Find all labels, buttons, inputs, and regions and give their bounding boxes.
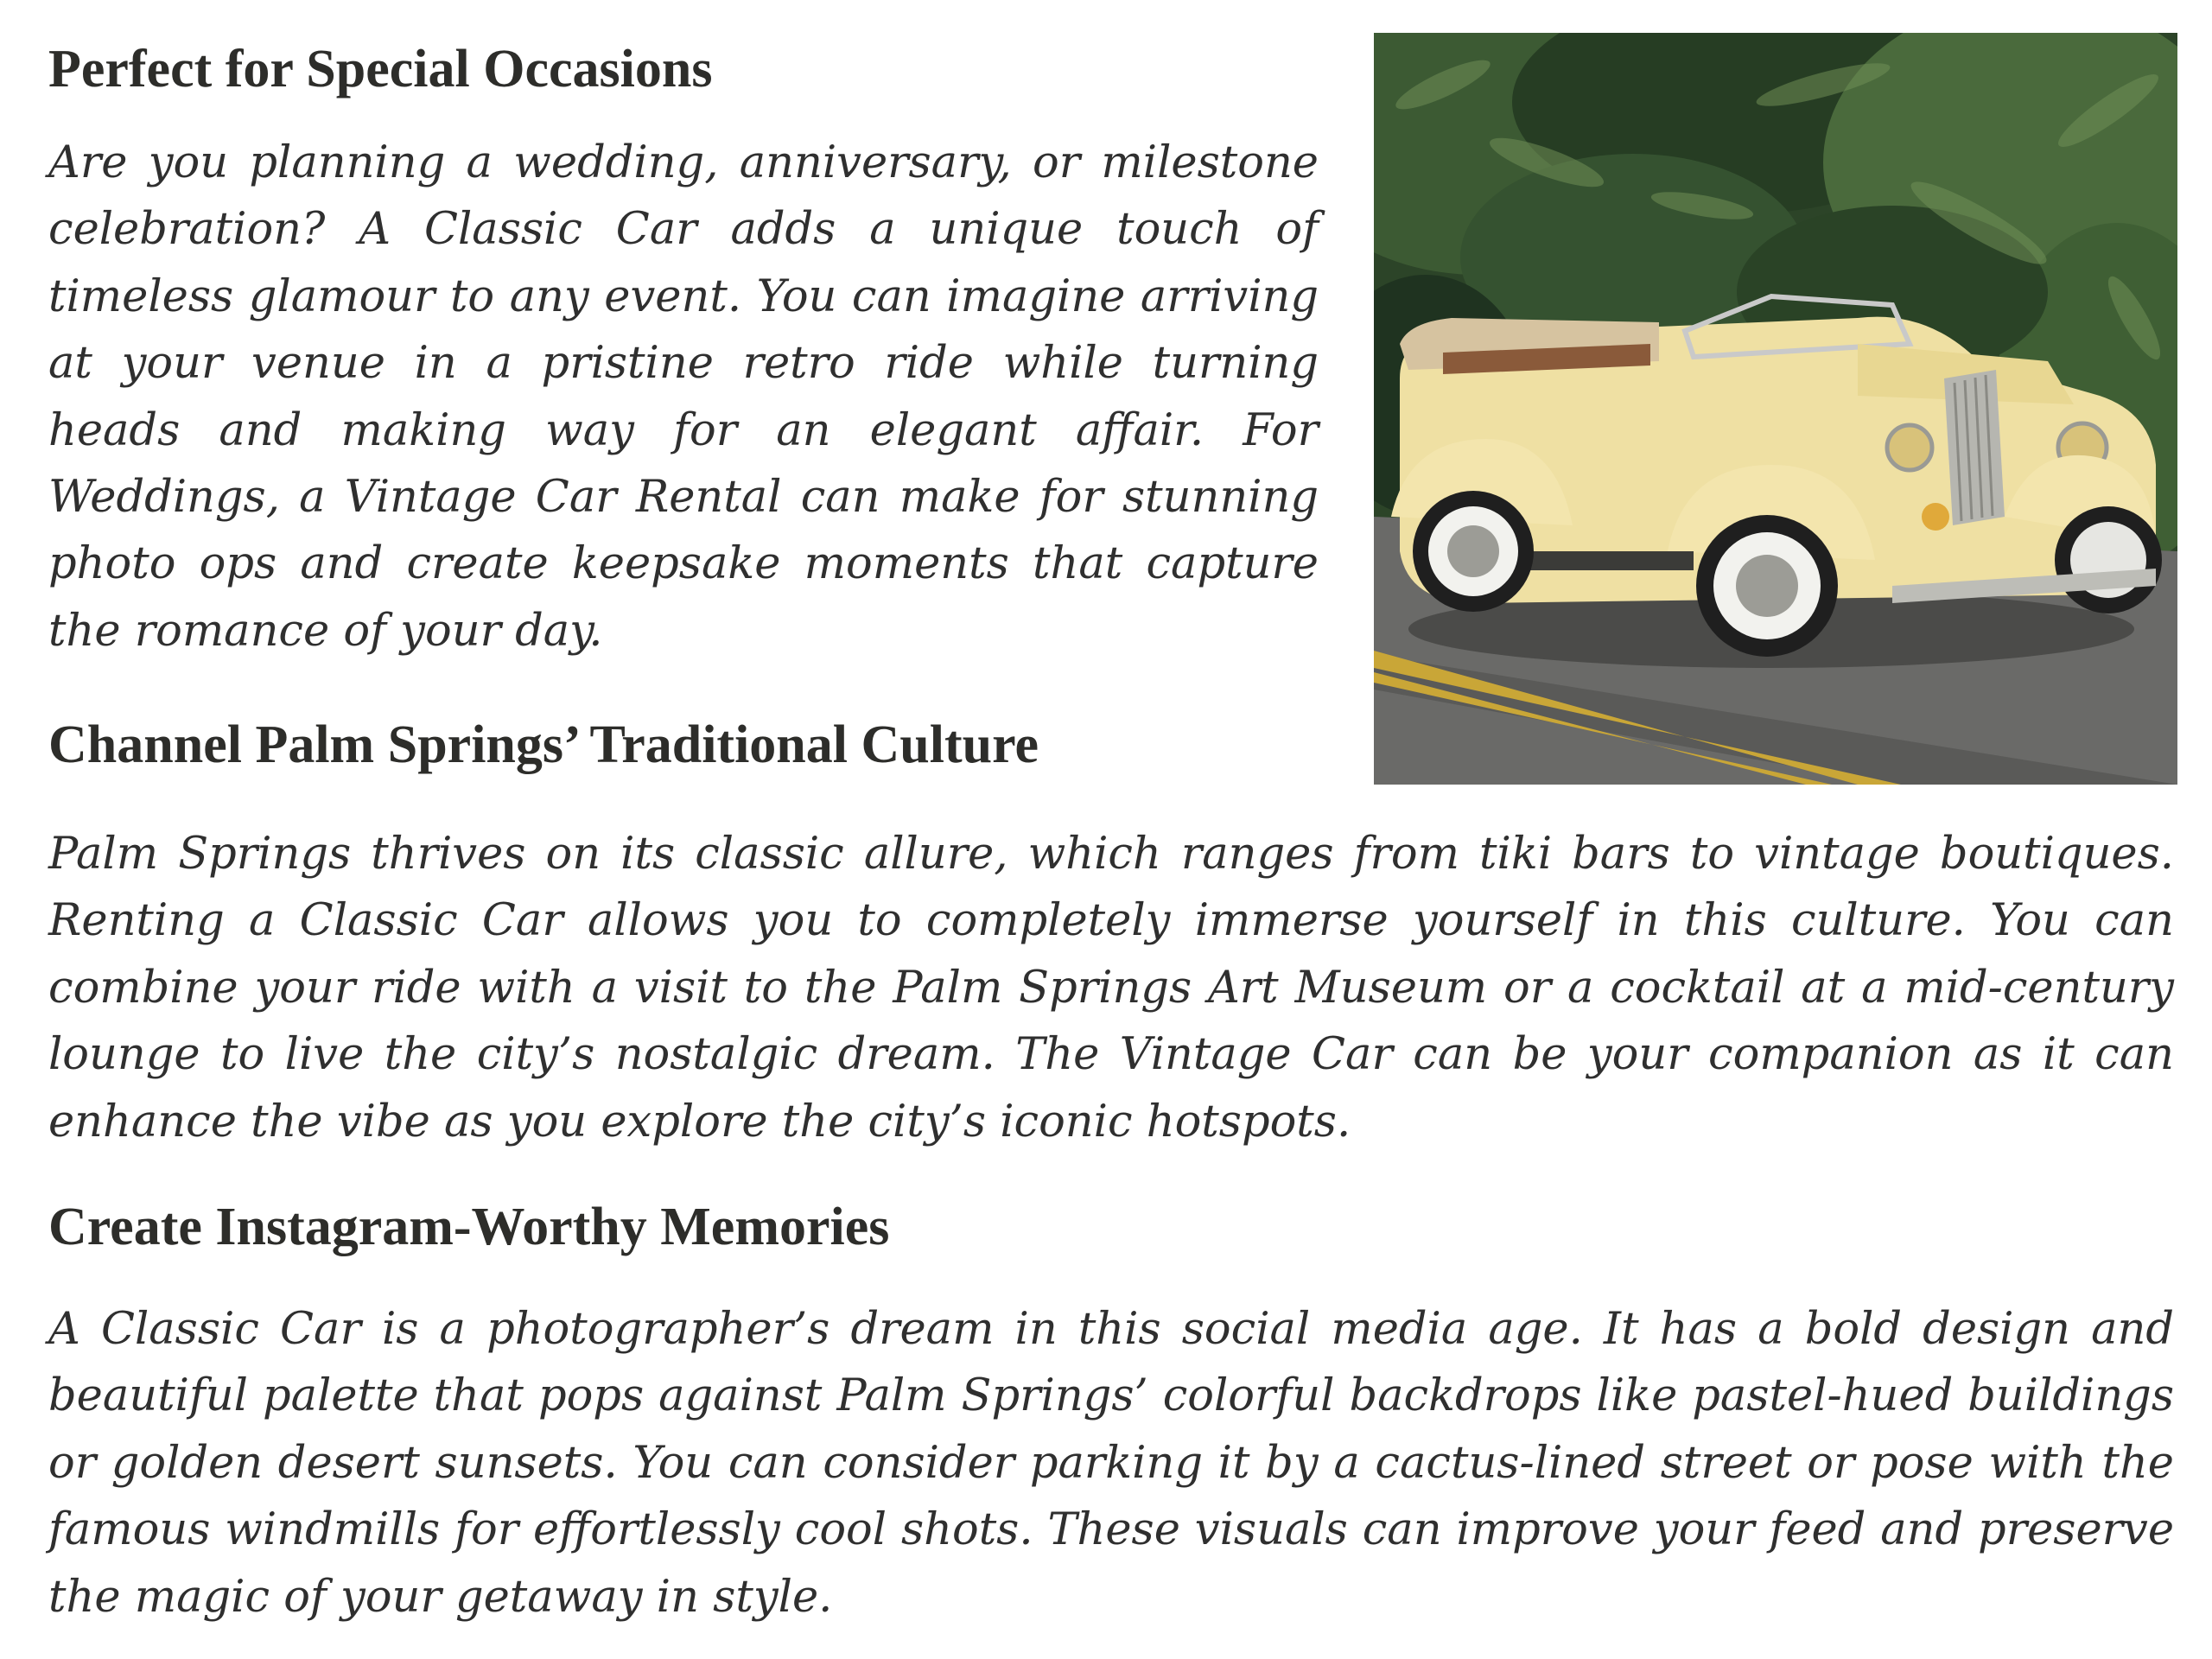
section-body-special-occasions: Are you planning a wedding, anniversary, or milestone celebration? A Classic Car adds a unique touch of timeless glamour to any event. You can imagine arriving at your venue in a pristine retro ride while turning heads and making way for an elegant affair. For Weddings, a Vintage Car Rental can make for stunning photo ops and create keepsake moments that capture the romance of your day. [48,137,1319,657]
section-heading-special-occasions: Perfect for Special Occasions [48,40,713,99]
section-body-instagram-memories: A Classic Car is a photographer’s dream in this social media age. It has a bold design and beautiful palette that pops against Palm Springs’ colorful backdrops like pastel-hued buildings or golden desert sunsets. You can consider parking it by a cactus-lined street or pose with the famous windmills for effortlessly cool shots. These visuals can improve your feed and preserve the magic of your getaway in style. [48,1304,2174,1623]
vintage-car-photo [1374,33,2177,785]
section-heading-palm-springs-culture: Channel Palm Springs’ Traditional Culture [48,715,1039,774]
section-heading-instagram-memories: Create Instagram-Worthy Memories [48,1198,890,1256]
section-body-palm-springs-culture: Palm Springs thrives on its classic allure, which ranges from tiki bars to vintage boutiques. Renting a Classic Car allows you to completely immerse yourself in this culture. You can combine your ride with a visit to the Palm Springs Art Museum or a cocktail at a mid-century lounge to live the city’s nostalgic dream. The Vintage Car can be your companion as it can enhance the vibe as you explore the city’s iconic hotspots. [48,829,2174,1147]
